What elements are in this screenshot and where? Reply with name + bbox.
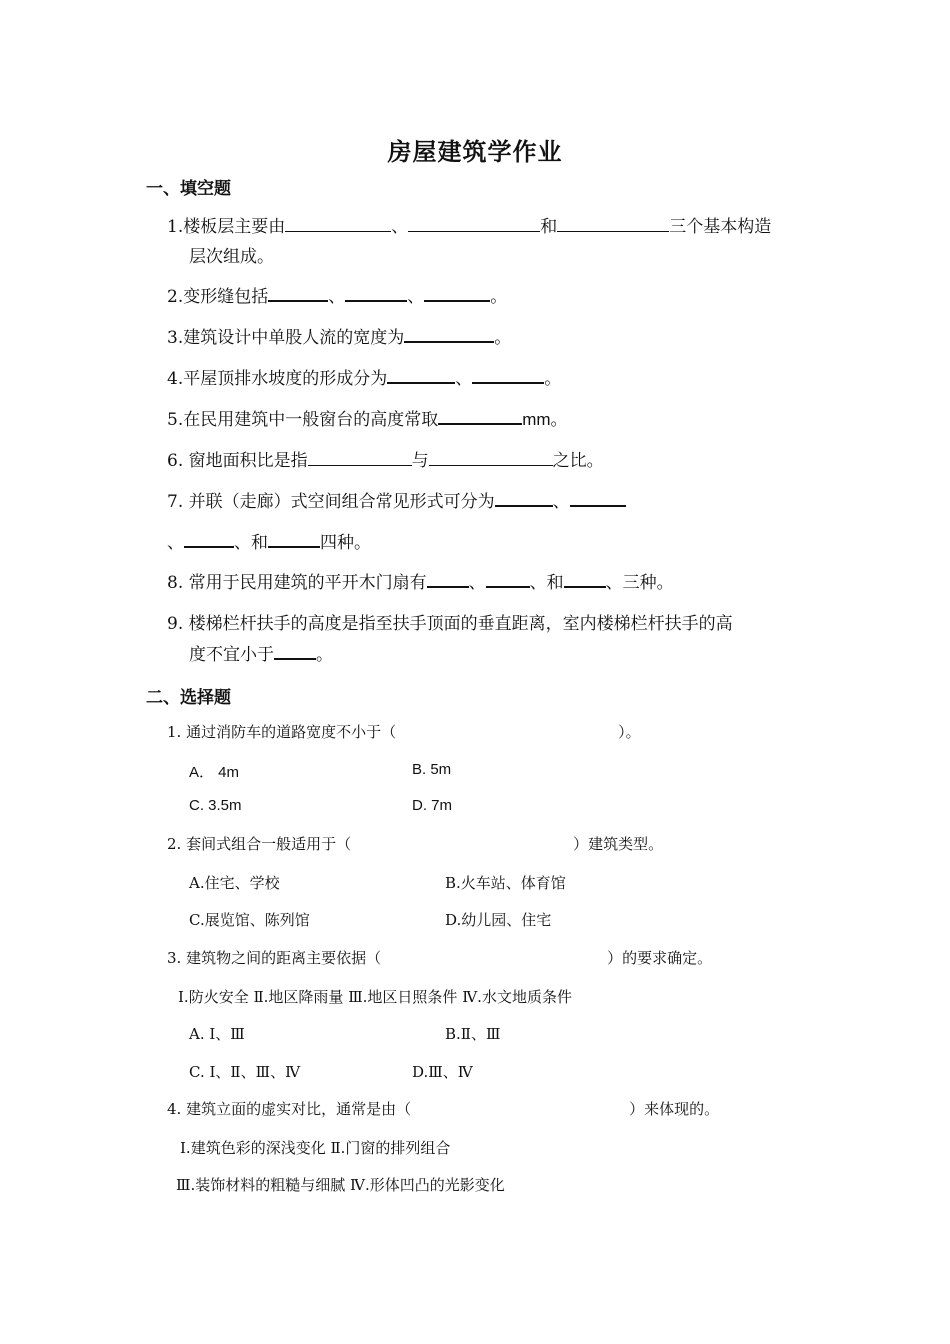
answer-blank[interactable] [408,213,540,232]
choice-q4-items-line2: Ⅲ.装饰材料的粗糙与细腻 Ⅳ.形体凹凸的光影变化 [176,1176,505,1194]
answer-blank[interactable] [387,364,455,384]
choice-q1-option-b: B. 5m [412,761,452,778]
choice-q3-option-d: D.Ⅲ、Ⅳ [412,1063,473,1081]
choice-q3-stem: 3. 建筑物之间的距离主要依据（ ）的要求确定。 [167,949,713,967]
answer-blank[interactable] [564,568,606,588]
fill-q9-line2: 度不宜小于 。 [189,640,333,665]
answer-blank[interactable] [274,640,316,660]
choice-q2-option-c: C.展览馆、陈列馆 [189,911,310,929]
answer-blank[interactable] [570,487,626,507]
choice-q2-option-d: D.幼儿园、住宅 [445,911,552,929]
choice-q3-option-a: A. Ⅰ、Ⅲ [189,1025,245,1043]
answer-blank[interactable] [404,323,494,343]
choice-q1-option-c: C. 3.5m [189,797,242,814]
fill-q6: 6. 窗地面积比是指 与 之比。 [167,446,604,471]
choice-q1-option-a: A． 4m [189,764,240,781]
choice-q1-option-d: D. 7m [412,797,453,814]
answer-blank[interactable] [424,282,490,302]
answer-blank[interactable] [268,282,328,302]
fill-q7-line1: 7. 并联（走廊）式空间组合常见形式可分为 、 [167,487,626,512]
answer-blank[interactable] [427,568,469,588]
answer-blank[interactable] [268,528,320,548]
fill-q8: 8. 常用于民用建筑的平开木门扇有 、 、和 、三种。 [167,568,674,593]
choice-q3-option-b: B.Ⅱ、Ⅲ [445,1025,501,1043]
answer-blank[interactable] [486,568,530,588]
choice-q4-stem: 4. 建筑立面的虚实对比，通常是由（ ）来体现的。 [167,1100,720,1118]
fill-q5: 5.在民用建筑中一般窗台的高度常取 mm。 [167,405,568,430]
answer-blank[interactable] [495,487,553,507]
choice-q1-stem: 1. 通过消防车的道路宽度不小于（ ）。 [167,723,641,741]
fill-q2: 2.变形缝包括 、 、 。 [167,282,507,307]
choice-q3-items: Ⅰ.防火安全 Ⅱ.地区降雨量 Ⅲ.地区日照条件 Ⅳ.水文地质条件 [178,988,572,1006]
choice-q3-option-c: C. Ⅰ、Ⅱ、Ⅲ、Ⅳ [189,1063,301,1081]
fill-q3: 3.建筑设计中单股人流的宽度为 。 [167,323,511,348]
answer-blank[interactable] [285,213,391,232]
page-title: 房屋建筑学作业 [387,138,563,166]
choice-q2-option-a: A.住宅、学校 [189,874,280,892]
fill-q4: 4.平屋顶排水坡度的形成分为 、 。 [167,364,561,389]
choice-q2-option-b: B.火车站、体育馆 [445,874,566,892]
answer-blank[interactable] [184,528,234,548]
choice-q2-stem: 2. 套间式组合一般适用于（ ）建筑类型。 [167,835,664,853]
fill-q1-line2: 层次组成。 [189,247,274,267]
answer-blank[interactable] [345,282,407,302]
fill-q9-line1: 9. 楼梯栏杆扶手的高度是指至扶手顶面的垂直距离，室内楼梯栏杆扶手的高 [167,614,733,634]
fill-q1-line1: 1.楼板层主要由 、 和 三个基本构造 [167,212,771,237]
choice-q4-items-line1: Ⅰ.建筑色彩的深浅变化 Ⅱ.门窗的排列组合 [180,1139,451,1157]
answer-blank[interactable] [308,447,412,466]
section-fill-in-heading: 一、填空题 [146,179,231,199]
answer-blank[interactable] [429,447,553,466]
answer-blank[interactable] [438,405,522,425]
section-choice-heading: 二、选择题 [146,688,231,708]
fill-q7-line2: 、 、和 四种。 [167,528,371,553]
answer-blank[interactable] [557,213,669,232]
answer-blank[interactable] [472,364,544,384]
